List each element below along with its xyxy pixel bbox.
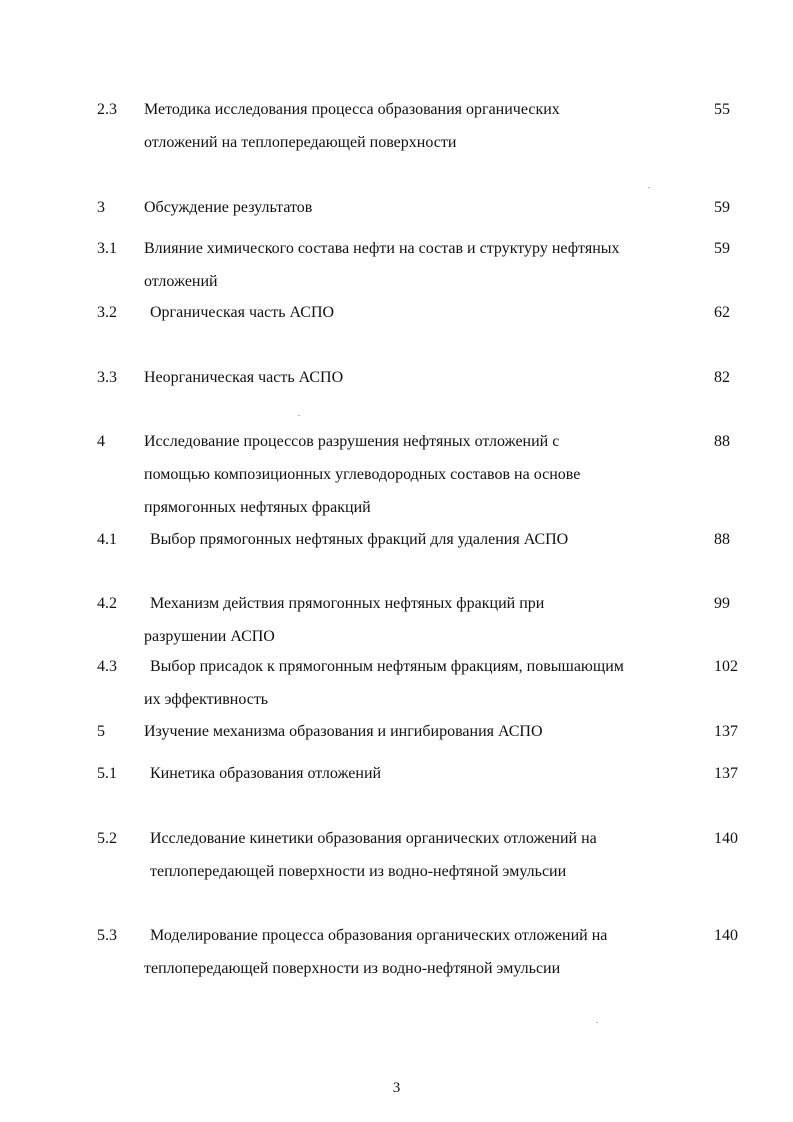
toc-title-line: Неорганическая часть АСПО: [144, 369, 344, 386]
scan-speck: [648, 187, 650, 188]
toc-title-line: прямогонных нефтяных фракций: [144, 499, 371, 516]
toc-page-number: 82: [714, 369, 730, 386]
toc-title: [144, 822, 715, 888]
toc-title-line: Выбор присадок к прямогонным нефтяным фракциям, повышающим: [150, 658, 624, 675]
toc-number: 3.2: [97, 304, 117, 321]
toc-page-number: 62: [714, 304, 730, 321]
toc-title-line: Исследование процессов разрушения нефтяных отложений с: [144, 433, 560, 450]
toc-title: [144, 587, 709, 653]
toc-title-line: Изучение механизма образования и ингибирования АСПО: [144, 723, 543, 740]
toc-title-line: отложений на теплопередающей поверхности: [144, 134, 457, 151]
toc-number: 5: [97, 723, 105, 740]
toc-number: 5.2: [97, 830, 117, 847]
toc-title: [144, 757, 715, 790]
toc-title-line: Выбор прямогонных нефтяных фракций для удаления АСПО: [150, 531, 569, 548]
toc-number: 3: [97, 199, 105, 216]
toc-number: 4: [97, 433, 105, 450]
toc-title-line: разрушении АСПО: [144, 628, 275, 645]
toc-number: 4.1: [97, 531, 117, 548]
toc-page-number: 140: [714, 830, 738, 847]
scan-speck: [596, 1022, 598, 1023]
toc-page-number: 59: [714, 199, 730, 216]
toc-page-number: 140: [714, 927, 738, 944]
toc-title-line: помощью композиционных углеводородных составов на основе: [144, 466, 581, 483]
toc-page-number: 59: [714, 240, 730, 257]
toc-title-line: отложений: [144, 273, 218, 290]
toc-page-number: 55: [714, 101, 730, 118]
toc-page-number: 99: [714, 595, 730, 612]
toc-title-line: Кинетика образования отложений: [150, 765, 382, 782]
toc-title-line: теплопередающей поверхности из водно-нефтяной эмульсии: [144, 960, 561, 977]
toc-title: [144, 715, 709, 748]
toc-title-line: Обсуждение результатов: [144, 199, 313, 216]
toc-title-line: теплопередающей поверхности из водно-нефтяной эмульсии: [150, 863, 567, 880]
toc-title: [144, 93, 709, 159]
toc-number: 4.2: [97, 595, 117, 612]
toc-page-number: 88: [714, 433, 730, 450]
toc-number: 3.1: [97, 240, 117, 257]
toc-page-number: 88: [714, 531, 730, 548]
toc-title: [144, 919, 709, 985]
toc-title: [144, 232, 709, 298]
toc-title: [144, 650, 709, 716]
scan-speck: [298, 415, 300, 416]
toc-title-line: Органическая часть АСПО: [150, 304, 335, 321]
toc-title: [144, 191, 709, 224]
toc-page-number: 137: [714, 765, 738, 782]
toc-page-number: 137: [714, 723, 738, 740]
toc-page-number: 102: [714, 658, 738, 675]
toc-title-line: Моделирование процесса образования органических отложений на: [150, 927, 608, 944]
toc-title: [144, 361, 709, 394]
toc-number: 5.1: [97, 765, 117, 782]
toc-title-line: их эффективность: [144, 691, 269, 708]
page-footer-number: 3: [392, 1080, 401, 1096]
toc-number: 2.3: [97, 101, 117, 118]
toc-number: 5.3: [97, 927, 117, 944]
toc-title-line: Методика исследования процесса образования органических: [144, 101, 560, 118]
toc-title: [144, 523, 715, 556]
toc-title-line: Влияние химического состава нефти на состав и структуру нефтяных: [144, 240, 620, 257]
toc-title: [144, 296, 715, 329]
toc-title: [144, 425, 709, 524]
toc-title-line: Исследование кинетики образования органических отложений на: [150, 830, 597, 847]
toc-number: 4.3: [97, 658, 117, 675]
toc-title-line: Механизм действия прямогонных нефтяных фракций при: [150, 595, 545, 612]
toc-number: 3.3: [97, 369, 117, 386]
